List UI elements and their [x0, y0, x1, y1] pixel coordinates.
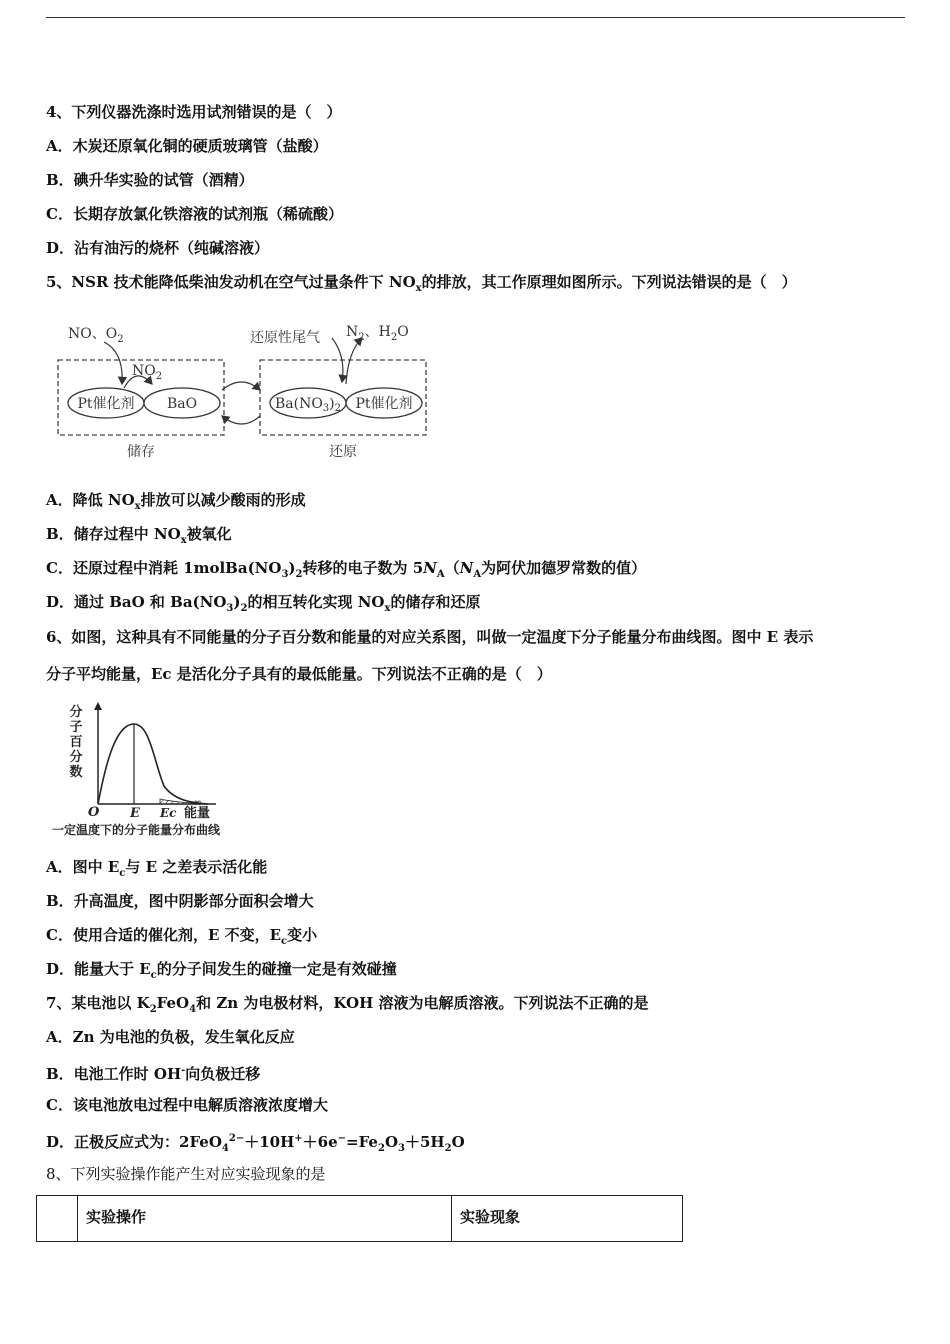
- q4-option-b: B．碘升华实验的试管（酒精）: [46, 171, 254, 189]
- q7-stem: 7、某电池以 $K_2FeO_4$和 Zn 为电极材料，KOH 溶液为电解质溶液。下列说法不正确的是: [46, 994, 649, 1015]
- ylabel-char-1: 分: [69, 705, 83, 720]
- bao-label: BaO: [166, 396, 198, 412]
- n2-h2o-label: $N_2$、$H_2O$: [346, 324, 409, 343]
- q8-table: [36, 1195, 683, 1242]
- table-header-phenomenon: 实验现象: [452, 1196, 683, 1242]
- reduction-to-storage-arrow: [222, 416, 260, 424]
- q5-option-b: B．储存过程中 $NO_x$被氧化: [46, 525, 232, 546]
- n2-h2o-arrow: [346, 338, 362, 384]
- reduction-label: 还原: [329, 444, 357, 460]
- q7-option-a: A．Zn 为电池的负极，发生氧化反应: [46, 1028, 295, 1046]
- q6-stem-line2: 分子平均能量，Ec 是活化分子具有的最低能量。下列说法不正确的是（ ）: [46, 665, 552, 683]
- q7-option-d: D．正极反应式为：$2FeO_4^{2-}+10H^++6e^-=Fe_2O_3+5H_2O$: [46, 1133, 465, 1154]
- q8-stem: 8、下列实验操作能产生对应实验现象的是: [46, 1165, 326, 1183]
- ylabel-char-2: 子: [69, 720, 83, 735]
- q6-option-d: D．能量大于 $E_c$的分子间发生的碰撞一定是有效碰撞: [46, 960, 397, 981]
- no-o2-arrow: [104, 342, 122, 384]
- q6-option-a: A．图中 $E_c$与 E 之差表示活化能: [46, 858, 268, 879]
- ec-label: Ec: [160, 806, 177, 820]
- no2-label: $NO_2$: [132, 363, 163, 382]
- q7-option-c: C．该电池放电过程中电解质溶液浓度增大: [46, 1096, 328, 1114]
- reducing-gas-label: 还原性尾气: [250, 330, 320, 346]
- energy-distribution-figure: [46, 702, 256, 840]
- q5-option-d: D．通过 BaO 和 $Ba(NO_3)_2$的相互转化实现 $NO_x$的储存和还原: [46, 593, 481, 614]
- origin-label: O: [88, 805, 100, 820]
- energy-label: 能量: [184, 806, 211, 821]
- storage-label: 储存: [127, 444, 155, 460]
- q4-stem: 4、下列仪器洗涤时选用试剂错误的是（ ）: [46, 103, 342, 121]
- storage-to-reduction-arrow: [222, 382, 260, 390]
- header-rule: [46, 17, 905, 18]
- q6-stem-line1: 6、如图，这种具有不同能量的分子百分数和能量的对应关系图，叫做一定温度下分子能量分布曲线图。图中 E 表示: [46, 628, 814, 646]
- q6-option-c: C．使用合适的催化剂，E 不变，$E_c$变小: [46, 926, 318, 947]
- q7-option-b: B．电池工作时 OH-向负极迁移: [46, 1065, 261, 1083]
- no-o2-label: NO、$O_2$: [68, 326, 124, 345]
- pt-catalyst-label-2: Pt催化剂: [355, 396, 413, 412]
- ba-no3-label: $Ba(NO_3)_2$: [274, 396, 342, 414]
- q4-option-a: A．木炭还原氧化铜的硬质玻璃管（盐酸）: [46, 137, 328, 155]
- distribution-curve: [98, 724, 208, 804]
- nsr-diagram: [56, 318, 436, 464]
- e-label: E: [130, 806, 140, 821]
- table-header-row: [37, 1196, 683, 1242]
- figure-caption: 一定温度下的分子能量分布曲线: [52, 823, 221, 837]
- q5-stem: 5、NSR 技术能降低柴油发动机在空气过量条件下 $NO_x$的排放，其工作原理如图所示。下列说法错误的是（ ）: [46, 273, 797, 294]
- ylabel-char-3: 百: [69, 735, 83, 750]
- infinity-label: ∞: [193, 796, 203, 809]
- ylabel-char-4: 分: [69, 750, 83, 765]
- q4-option-d: D．沾有油污的烧杯（纯碱溶液）: [46, 239, 270, 257]
- q5-option-c: C．还原过程中消耗 $1molBa(NO_3)_2$转移的电子数为 $5N_A(N_A$为阿伏加德罗常数的值）: [46, 559, 647, 580]
- table-header-operation: 实验操作: [78, 1196, 452, 1242]
- q4-option-c: C．长期存放氯化铁溶液的试剂瓶（稀硫酸）: [46, 205, 343, 223]
- table-header-index: [37, 1196, 78, 1242]
- pt-catalyst-label-1: Pt催化剂: [77, 396, 135, 412]
- ylabel-char-5: 数: [69, 765, 83, 780]
- q6-option-b: B．升高温度，图中阴影部分面积会增大: [46, 892, 314, 910]
- y-axis-arrow: [94, 702, 102, 710]
- q5-option-a: A．降低 $NO_x$排放可以减少酸雨的形成: [46, 491, 306, 512]
